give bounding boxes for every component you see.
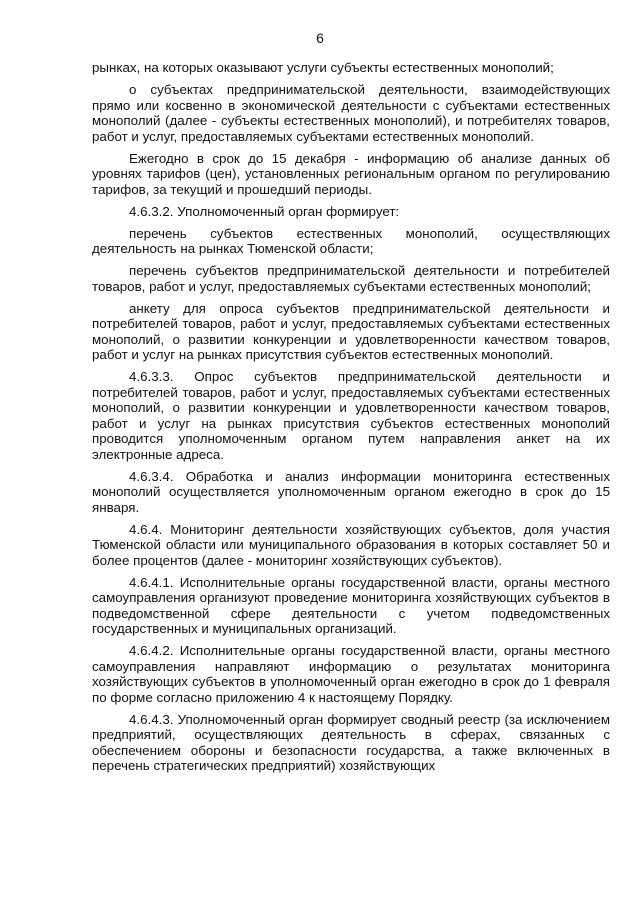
paragraph-4-6-3-2: 4.6.3.2. Уполномоченный орган формирует: (129, 203, 400, 219)
page-number: 6 (316, 30, 324, 46)
paragraph-tariff-info: Ежегодно в срок до 15 декабря - информацию об анализе данных об уровнях тарифов (цен), установленных региональным органом по регулированию тарифов, за текущий и прошедший периоды. (92, 150, 610, 197)
paragraph-4-6-4: 4.6.4. Мониторинг деятельности хозяйствующих субъектов, доля участия Тюменской области или муниципального образования в которых составляет 50 и более процентов (далее - мониторинг хозяйствующих субъектов). (92, 521, 610, 568)
paragraph-4-6-4-3: 4.6.4.3. Уполномоченный орган формирует сводный реестр (за исключением предприятий, осуществляющих деятельность в сферах, связанных с обеспечением обороны и безопасности государства, а также включенных в перечень стратегических предприятий) хозяйствующих (92, 711, 610, 773)
paragraph-4-6-3-3: 4.6.3.3. Опрос субъектов предпринимательской деятельности и потребителей товаров, работ и услуг, предоставляемых субъектами естественных монополий, о развитии конкуренции и удовлетворенности качеством товаров, работ и услуг на рынках присутствия субъектов естественных монополий проводится уполномоченным органом путем направления анкет на их электронные адреса. (92, 369, 610, 462)
document-body (92, 60, 610, 780)
paragraph-continuation: рынках, на которых оказывают услуги субъекты естественных монополий; (92, 60, 554, 75)
paragraph-list-entrepreneurs: перечень субъектов предпринимательской деятельности и потребителей товаров, работ и услуг, предоставляемых субъектами естественных монополий; (92, 263, 610, 294)
paragraph-subjects-info: о субъектах предпринимательской деятельности, взаимодействующих прямо или косвенно в экономической деятельности с субъектами естественных монополий (далее - субъекты естественных монополий), и потребителях товаров, работ и услуг, предоставляемых субъектами естественных монополий. (92, 82, 610, 144)
paragraph-4-6-3-4: 4.6.3.4. Обработка и анализ информации мониторинга естественных монополий осуществляется уполномоченным органом ежегодно в срок до 15 января. (92, 468, 610, 515)
paragraph-list-monopolies: перечень субъектов естественных монополий, осуществляющих деятельность на рынках Тюменской области; (92, 225, 610, 256)
paragraph-survey-form: анкету для опроса субъектов предпринимательской деятельности и потребителей товаров, работ и услуг, предоставляемых субъектами естественных монополий, о развитии конкуренции и удовлетворенности качеством товаров, работ и услуг на рынках присутствия субъектов естественных монополий. (92, 300, 610, 362)
paragraph-4-6-4-2: 4.6.4.2. Исполнительные органы государственной власти, органы местного самоуправления направляют информацию о результатах мониторинга хозяйствующих субъектов в уполномоченный орган ежегодно в срок до 1 февраля по форме согласно приложению 4 к настоящему Порядку. (92, 643, 610, 705)
paragraph-4-6-4-1: 4.6.4.1. Исполнительные органы государственной власти, органы местного самоуправления организуют проведение мониторинга хозяйствующих субъектов в подведомственной сфере деятельности с учетом подведомственных государственных и муниципальных организаций. (92, 574, 610, 636)
